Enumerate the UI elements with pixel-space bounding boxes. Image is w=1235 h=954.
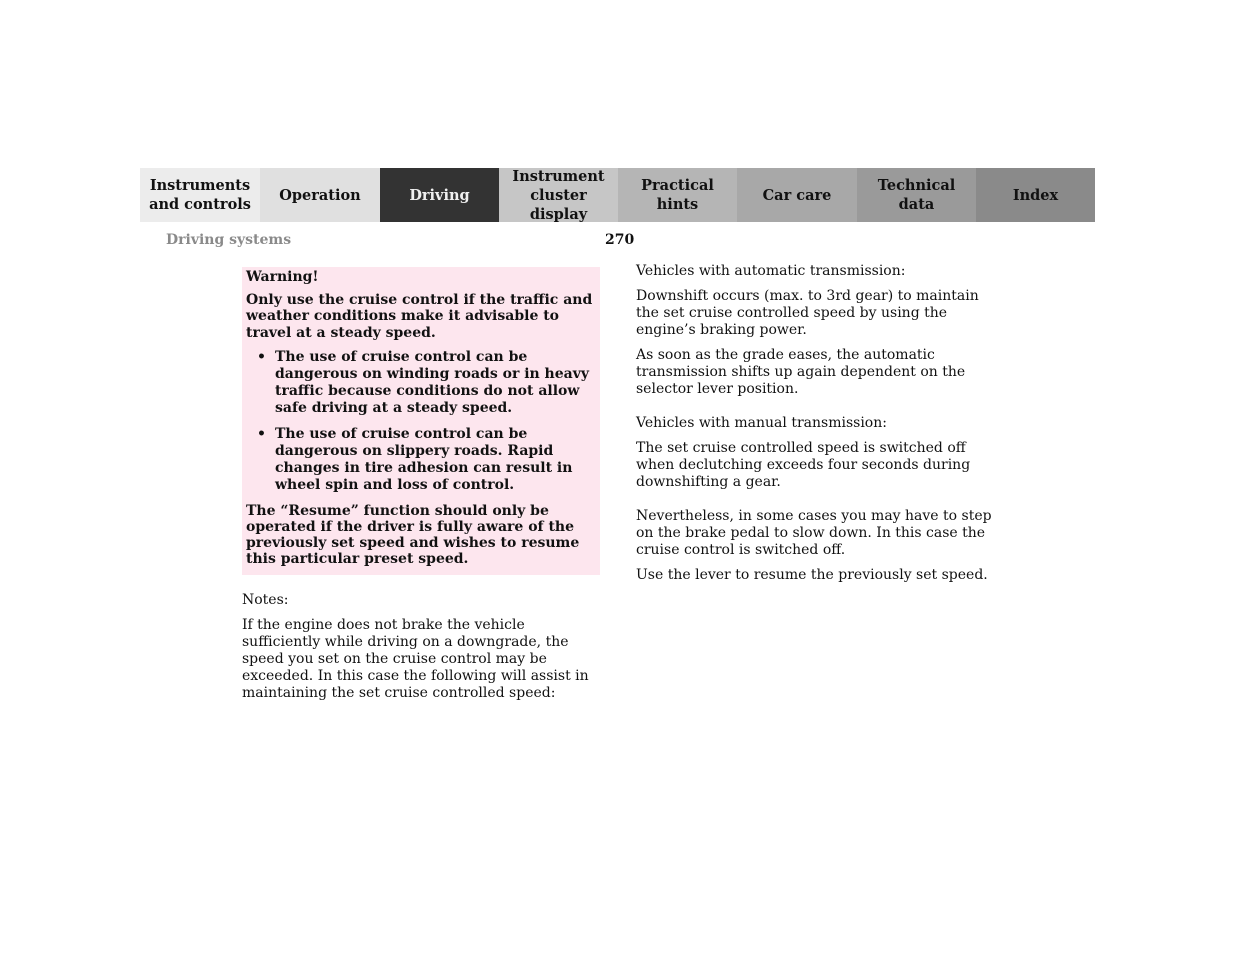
section-title: Driving systems (166, 232, 292, 248)
list-item (246, 426, 594, 494)
tab-label: Index (1012, 186, 1059, 204)
warning-box (242, 267, 600, 575)
right-column (636, 263, 998, 592)
tab-technical-data[interactable] (857, 168, 976, 222)
auto-transmission-paragraph-2: As soon as the grade eases, the automatic transmission shifts up again dependent on the selector lever position. (636, 347, 966, 397)
tab-label-line2: data (898, 196, 935, 213)
bullet-icon: • (257, 426, 266, 442)
tab-practical-hints[interactable] (618, 168, 737, 222)
left-column (242, 267, 600, 702)
warning-intro: Only use the cruise control if the traffic and weather conditions make it advisable to travel at a steady speed. (246, 291, 593, 341)
tab-operation[interactable] (260, 168, 380, 222)
tab-instrument-cluster-display[interactable] (499, 168, 618, 222)
tab-label: Car care (762, 186, 832, 204)
warning-bullet-list (246, 349, 594, 494)
tab-label-line1: Instrument (512, 167, 605, 185)
tab-label-line1: Instruments (149, 177, 251, 194)
bullet-text: The use of cruise control can be dangerous on winding roads or in heavy traffic because conditions do not allow safe driving at a steady speed. (275, 349, 589, 416)
tab-label: Driving (409, 186, 470, 204)
warning-resume-note: The “Resume” function should only be operated if the driver is fully aware of the previously set speed and wishes to resume this particular preset speed. (246, 503, 580, 567)
tab-car-care[interactable] (737, 168, 857, 222)
manual-transmission-paragraph: The set cruise controlled speed is switched off when declutching exceeds four seconds during downshifting a gear. (636, 440, 971, 490)
tab-label: Practical hints (641, 177, 714, 213)
auto-transmission-paragraph-1: Downshift occurs (max. to 3rd gear) to maintain the set cruise controlled speed by using the engine’s braking power. (636, 288, 979, 338)
bullet-icon: • (257, 349, 266, 365)
tab-driving[interactable] (380, 168, 499, 222)
manual-transmission-heading: Vehicles with manual transmission: (636, 415, 887, 431)
tab-label-line2: cluster display (529, 186, 588, 223)
tab-label-line1: Technical (877, 177, 956, 194)
tab-index[interactable] (976, 168, 1095, 222)
page-number: 270 (605, 232, 635, 248)
tab-instruments-and-controls[interactable] (140, 168, 260, 222)
tab-label: Operation (279, 186, 361, 204)
notes-body: If the engine does not brake the vehicle sufficiently while driving on a downgrade, the speed you set on the cruise control may be exceeded. In this case the following will assist in maintaining the set cruise controlled speed: (242, 617, 589, 701)
tab-label-line2: and controls (149, 196, 251, 213)
list-item (246, 349, 594, 417)
chapter-tab-bar (140, 168, 1095, 222)
brake-pedal-paragraph: Nevertheless, in some cases you may have to step on the brake pedal to slow down. In this case the cruise control is switched off. (636, 508, 992, 558)
auto-transmission-heading: Vehicles with automatic transmission: (636, 263, 906, 279)
notes-label: Notes: (242, 592, 289, 608)
warning-title: Warning! (246, 269, 319, 285)
resume-lever-paragraph: Use the lever to resume the previously set speed. (636, 567, 988, 583)
bullet-text: The use of cruise control can be dangerous on slippery roads. Rapid changes in tire adhesion can result in wheel spin and loss of control. (275, 426, 573, 493)
